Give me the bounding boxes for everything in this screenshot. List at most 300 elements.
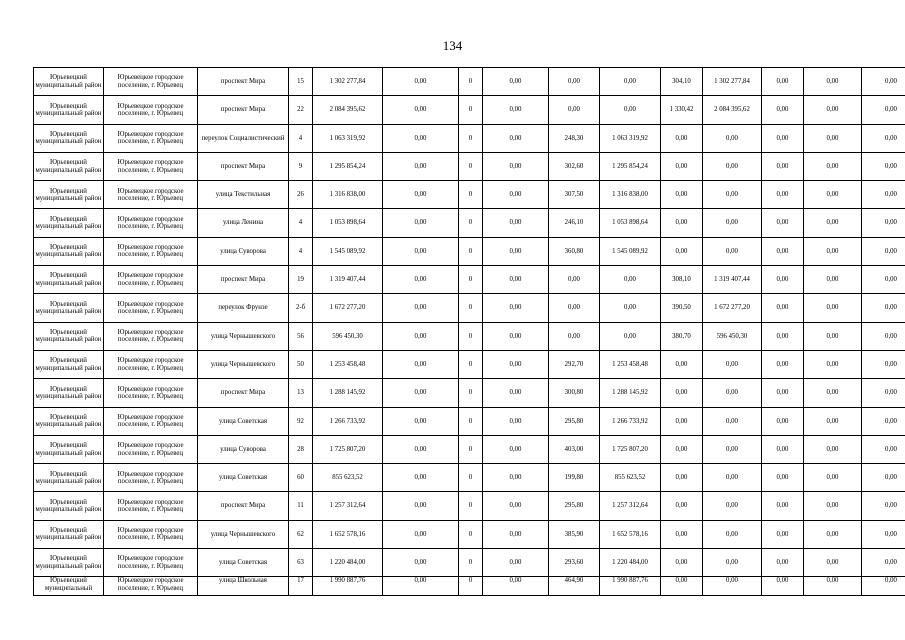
cell-cell-h: 0,00 — [483, 407, 549, 435]
cell-area-2: 0,00 — [661, 464, 703, 492]
cell-area-2: 0,00 — [661, 435, 703, 463]
cell-work-cost: 0,00 — [600, 266, 661, 294]
cell-settlement: Юрьевецкое городское поселение, г. Юрьевец — [104, 549, 198, 577]
cell-amount: 1 725 807,20 — [313, 435, 383, 463]
cell-amount: 1 063 319,92 — [313, 124, 383, 152]
cell-area-2: 304,10 — [661, 68, 703, 96]
cell-area: 385,90 — [549, 520, 600, 548]
cell-cell-o: 0,00 — [862, 209, 905, 237]
cell-settlement: Юрьевецкое городское поселение, г. Юрьевец — [104, 294, 198, 322]
cell-area-2: 0,00 — [661, 181, 703, 209]
cell-house-number: 4 — [289, 209, 313, 237]
cell-settlement: Юрьевецкое городское поселение, г. Юрьевец — [104, 124, 198, 152]
table-row — [34, 407, 905, 435]
cell-area: 0,00 — [549, 96, 600, 124]
cell-cell-g: 0 — [459, 549, 483, 577]
cell-area: 246,10 — [549, 209, 600, 237]
cell-cell-h: 0,00 — [483, 549, 549, 577]
cell-street: улица Советская — [198, 464, 289, 492]
cell-amount: 1 220 484,00 — [313, 549, 383, 577]
cell-cell-n: 0,00 — [804, 294, 862, 322]
cell-cell-m: 0,00 — [762, 68, 804, 96]
cell-area-2: 0,00 — [661, 577, 703, 596]
cell-area: 403,00 — [549, 435, 600, 463]
cell-cell-f: 0,00 — [383, 209, 459, 237]
cell-cell-f: 0,00 — [383, 492, 459, 520]
cell-settlement: Юрьевецкое городское поселение, г. Юрьевец — [104, 68, 198, 96]
cell-street: улица Чернышевского — [198, 520, 289, 548]
cell-house-number: 15 — [289, 68, 313, 96]
table-row — [34, 237, 905, 265]
table-row — [34, 379, 905, 407]
cell-cell-m: 0,00 — [762, 435, 804, 463]
cell-amount: 1 319 407,44 — [313, 266, 383, 294]
cell-cell-o: 0,00 — [862, 549, 905, 577]
cell-cell-g: 0 — [459, 379, 483, 407]
cell-area-2: 0,00 — [661, 520, 703, 548]
cell-cell-n: 0,00 — [804, 549, 862, 577]
cell-cell-f: 0,00 — [383, 322, 459, 350]
table-row — [34, 209, 905, 237]
cell-work-cost-2: 0,00 — [703, 181, 762, 209]
cell-cell-h: 0,00 — [483, 96, 549, 124]
cell-work-cost: 1 063 319,92 — [600, 124, 661, 152]
table-row — [34, 152, 905, 180]
cell-area: 0,00 — [549, 294, 600, 322]
cell-cell-n: 0,00 — [804, 464, 862, 492]
cell-work-cost: 0,00 — [600, 68, 661, 96]
cell-street: проспект Мира — [198, 96, 289, 124]
table-row — [34, 549, 905, 577]
cell-area: 360,80 — [549, 237, 600, 265]
cell-district: Юрьевецкий муниципальный район — [34, 520, 104, 548]
cell-area-2: 0,00 — [661, 124, 703, 152]
cell-cell-m: 0,00 — [762, 152, 804, 180]
cell-settlement: Юрьевецкое городское поселение, г. Юрьевец — [104, 322, 198, 350]
cell-street: улица Советская — [198, 549, 289, 577]
cell-street: проспект Мира — [198, 492, 289, 520]
cell-house-number: 26 — [289, 181, 313, 209]
cell-cell-m: 0,00 — [762, 181, 804, 209]
cell-cell-g: 0 — [459, 435, 483, 463]
cell-settlement: Юрьевецкое городское поселение, г. Юрьевец — [104, 350, 198, 378]
cell-cell-f: 0,00 — [383, 96, 459, 124]
cell-district: Юрьевецкий муниципальный район — [34, 237, 104, 265]
cell-settlement: Юрьевецкое городское поселение, г. Юрьевец — [104, 181, 198, 209]
cell-area: 0,00 — [549, 322, 600, 350]
cell-area: 295,80 — [549, 492, 600, 520]
table-row — [34, 322, 905, 350]
cell-cell-f: 0,00 — [383, 124, 459, 152]
cell-work-cost: 1 266 733,92 — [600, 407, 661, 435]
cell-area-2: 380,70 — [661, 322, 703, 350]
cell-amount: 1 295 854,24 — [313, 152, 383, 180]
cell-street: проспект Мира — [198, 68, 289, 96]
cell-cell-n: 0,00 — [804, 124, 862, 152]
cell-cell-m: 0,00 — [762, 407, 804, 435]
cell-cell-n: 0,00 — [804, 96, 862, 124]
cell-area-2: 308,10 — [661, 266, 703, 294]
cell-cell-g: 0 — [459, 152, 483, 180]
cell-area: 248,30 — [549, 124, 600, 152]
cell-cell-g: 0 — [459, 520, 483, 548]
cell-cell-n: 0,00 — [804, 209, 862, 237]
cell-cell-o: 0,00 — [862, 322, 905, 350]
cell-cell-o: 0,00 — [862, 407, 905, 435]
cell-cell-h: 0,00 — [483, 577, 549, 596]
cell-work-cost: 0,00 — [600, 96, 661, 124]
table-row — [34, 577, 905, 596]
cell-cell-h: 0,00 — [483, 464, 549, 492]
cell-work-cost-2: 0,00 — [703, 209, 762, 237]
cell-cell-h: 0,00 — [483, 350, 549, 378]
cell-settlement: Юрьевецкое городское поселение, г. Юрьевец — [104, 152, 198, 180]
cell-amount: 1 253 458,48 — [313, 350, 383, 378]
cell-work-cost: 1 220 484,00 — [600, 549, 661, 577]
cell-cell-n: 0,00 — [804, 407, 862, 435]
cell-cell-m: 0,00 — [762, 577, 804, 596]
cell-work-cost-2: 0,00 — [703, 379, 762, 407]
cell-cell-g: 0 — [459, 181, 483, 209]
cell-cell-n: 0,00 — [804, 435, 862, 463]
cell-cell-m: 0,00 — [762, 520, 804, 548]
cell-cell-h: 0,00 — [483, 266, 549, 294]
cell-cell-m: 0,00 — [762, 322, 804, 350]
cell-street: улица Суворова — [198, 435, 289, 463]
cell-house-number: 19 — [289, 266, 313, 294]
cell-cell-h: 0,00 — [483, 435, 549, 463]
cell-cell-o: 0,00 — [862, 464, 905, 492]
cell-cell-g: 0 — [459, 237, 483, 265]
cell-district: Юрьевецкий муниципальный район — [34, 549, 104, 577]
cell-cell-o: 0,00 — [862, 379, 905, 407]
cell-street: переулок Фрунзе — [198, 294, 289, 322]
cell-amount: 1 288 145,92 — [313, 379, 383, 407]
cell-district: Юрьевецкий муниципальный район — [34, 407, 104, 435]
cell-cell-h: 0,00 — [483, 124, 549, 152]
cell-cell-m: 0,00 — [762, 209, 804, 237]
table-body — [34, 68, 905, 596]
cell-work-cost-2: 0,00 — [703, 237, 762, 265]
cell-cell-n: 0,00 — [804, 237, 862, 265]
cell-cell-o: 0,00 — [862, 237, 905, 265]
cell-house-number: 2-б — [289, 294, 313, 322]
cell-street: улица Советская — [198, 407, 289, 435]
cell-area-2: 0,00 — [661, 350, 703, 378]
cell-amount: 2 084 395,62 — [313, 96, 383, 124]
cell-cell-f: 0,00 — [383, 520, 459, 548]
cell-street: улица Чернышевского — [198, 322, 289, 350]
cell-cell-n: 0,00 — [804, 520, 862, 548]
cell-district: Юрьевецкий муниципальный район — [34, 322, 104, 350]
cell-cell-n: 0,00 — [804, 350, 862, 378]
table-row — [34, 492, 905, 520]
cell-cell-f: 0,00 — [383, 266, 459, 294]
cell-work-cost-2: 0,00 — [703, 577, 762, 596]
table-row — [34, 464, 905, 492]
cell-cell-o: 0,00 — [862, 350, 905, 378]
cell-house-number: 11 — [289, 492, 313, 520]
cell-cell-f: 0,00 — [383, 181, 459, 209]
cell-district: Юрьевецкий муниципальный район — [34, 124, 104, 152]
cell-street: улица Суворова — [198, 237, 289, 265]
table-row — [34, 350, 905, 378]
cell-cell-m: 0,00 — [762, 464, 804, 492]
cell-cell-f: 0,00 — [383, 68, 459, 96]
cell-district: Юрьевецкий муниципальный район — [34, 68, 104, 96]
cell-cell-o: 0,00 — [862, 435, 905, 463]
cell-cell-m: 0,00 — [762, 96, 804, 124]
cell-area-2: 0,00 — [661, 152, 703, 180]
cell-area-2: 390,50 — [661, 294, 703, 322]
cell-area: 0,00 — [549, 68, 600, 96]
cell-cell-n: 0,00 — [804, 266, 862, 294]
cell-cell-h: 0,00 — [483, 492, 549, 520]
cell-work-cost: 1 652 578,16 — [600, 520, 661, 548]
table-row — [34, 435, 905, 463]
cell-cell-f: 0,00 — [383, 577, 459, 596]
cell-cell-n: 0,00 — [804, 577, 862, 596]
cell-house-number: 13 — [289, 379, 313, 407]
cell-street: улица Ленина — [198, 209, 289, 237]
cell-cell-n: 0,00 — [804, 181, 862, 209]
cell-cell-o: 0,00 — [862, 266, 905, 294]
cell-street: переулок Социалистический — [198, 124, 289, 152]
cell-settlement: Юрьевецкое городское поселение, г. Юрьевец — [104, 435, 198, 463]
cell-amount: 1 302 277,84 — [313, 68, 383, 96]
cell-cell-h: 0,00 — [483, 520, 549, 548]
cell-district: Юрьевецкий муниципальный район — [34, 266, 104, 294]
cell-area-2: 0,00 — [661, 237, 703, 265]
cell-district: Юрьевецкий муниципальный район — [34, 350, 104, 378]
cell-cell-g: 0 — [459, 464, 483, 492]
cell-area: 302,60 — [549, 152, 600, 180]
cell-cell-g: 0 — [459, 350, 483, 378]
cell-street: проспект Мира — [198, 152, 289, 180]
cell-street: улица Текстильная — [198, 181, 289, 209]
cell-cell-m: 0,00 — [762, 294, 804, 322]
cell-cell-n: 0,00 — [804, 152, 862, 180]
table-row — [34, 266, 905, 294]
cell-house-number: 4 — [289, 124, 313, 152]
cell-house-number: 28 — [289, 435, 313, 463]
cell-cell-o: 0,00 — [862, 152, 905, 180]
cell-work-cost: 1 295 854,24 — [600, 152, 661, 180]
cell-house-number: 62 — [289, 520, 313, 548]
cell-area: 292,70 — [549, 350, 600, 378]
cell-cell-o: 0,00 — [862, 520, 905, 548]
cell-work-cost-2: 1 672 277,20 — [703, 294, 762, 322]
cell-house-number: 9 — [289, 152, 313, 180]
cell-cell-n: 0,00 — [804, 379, 862, 407]
cell-area: 293,60 — [549, 549, 600, 577]
cell-cell-g: 0 — [459, 266, 483, 294]
cell-work-cost: 1 316 838,00 — [600, 181, 661, 209]
cell-cell-m: 0,00 — [762, 492, 804, 520]
cell-cell-o: 0,00 — [862, 68, 905, 96]
cell-work-cost: 0,00 — [600, 294, 661, 322]
cell-cell-g: 0 — [459, 96, 483, 124]
cell-work-cost: 1 990 887,76 — [600, 577, 661, 596]
cell-district: Юрьевецкий муниципальный — [34, 577, 104, 596]
cell-cell-f: 0,00 — [383, 549, 459, 577]
table-row — [34, 68, 905, 96]
cell-settlement: Юрьевецкое городское поселение, г. Юрьевец — [104, 379, 198, 407]
cell-street: улица Школьная — [198, 577, 289, 596]
cell-house-number: 56 — [289, 322, 313, 350]
cell-cell-o: 0,00 — [862, 492, 905, 520]
cell-amount: 1 545 089,92 — [313, 237, 383, 265]
cell-work-cost-2: 0,00 — [703, 152, 762, 180]
cell-cell-o: 0,00 — [862, 577, 905, 596]
cell-cell-m: 0,00 — [762, 379, 804, 407]
cell-cell-h: 0,00 — [483, 322, 549, 350]
register-table — [33, 67, 905, 596]
cell-cell-f: 0,00 — [383, 407, 459, 435]
cell-work-cost: 1 253 458,48 — [600, 350, 661, 378]
cell-cell-f: 0,00 — [383, 350, 459, 378]
cell-cell-m: 0,00 — [762, 266, 804, 294]
cell-cell-f: 0,00 — [383, 294, 459, 322]
cell-work-cost: 1 288 145,92 — [600, 379, 661, 407]
cell-work-cost-2: 0,00 — [703, 435, 762, 463]
cell-work-cost: 1 257 312,64 — [600, 492, 661, 520]
cell-cell-m: 0,00 — [762, 124, 804, 152]
cell-cell-h: 0,00 — [483, 379, 549, 407]
cell-area: 464,90 — [549, 577, 600, 596]
cell-cell-h: 0,00 — [483, 68, 549, 96]
cell-cell-m: 0,00 — [762, 549, 804, 577]
cell-work-cost-2: 0,00 — [703, 492, 762, 520]
cell-work-cost: 1 725 807,20 — [600, 435, 661, 463]
cell-amount: 1 672 277,20 — [313, 294, 383, 322]
cell-house-number: 4 — [289, 237, 313, 265]
cell-house-number: 22 — [289, 96, 313, 124]
cell-work-cost-2: 0,00 — [703, 350, 762, 378]
cell-settlement: Юрьевецкое городское поселение, г. Юрьевец — [104, 577, 198, 596]
cell-amount: 1 053 898,64 — [313, 209, 383, 237]
cell-cell-h: 0,00 — [483, 294, 549, 322]
cell-area: 307,50 — [549, 181, 600, 209]
cell-cell-h: 0,00 — [483, 237, 549, 265]
cell-settlement: Юрьевецкое городское поселение, г. Юрьевец — [104, 237, 198, 265]
cell-cell-g: 0 — [459, 294, 483, 322]
cell-area: 295,80 — [549, 407, 600, 435]
cell-cell-g: 0 — [459, 322, 483, 350]
cell-cell-m: 0,00 — [762, 350, 804, 378]
cell-district: Юрьевецкий муниципальный район — [34, 379, 104, 407]
cell-cell-o: 0,00 — [862, 294, 905, 322]
cell-cell-o: 0,00 — [862, 181, 905, 209]
cell-cell-f: 0,00 — [383, 464, 459, 492]
cell-area: 300,80 — [549, 379, 600, 407]
cell-district: Юрьевецкий муниципальный район — [34, 152, 104, 180]
cell-district: Юрьевецкий муниципальный район — [34, 294, 104, 322]
cell-area-2: 0,00 — [661, 209, 703, 237]
cell-cell-o: 0,00 — [862, 124, 905, 152]
cell-amount: 1 316 838,00 — [313, 181, 383, 209]
cell-work-cost-2: 596 450,30 — [703, 322, 762, 350]
cell-house-number: 17 — [289, 577, 313, 596]
cell-amount: 1 257 312,64 — [313, 492, 383, 520]
cell-cell-f: 0,00 — [383, 435, 459, 463]
cell-amount: 855 623,52 — [313, 464, 383, 492]
cell-cell-g: 0 — [459, 492, 483, 520]
cell-settlement: Юрьевецкое городское поселение, г. Юрьевец — [104, 266, 198, 294]
cell-street: проспект Мира — [198, 266, 289, 294]
page-number: 134 — [442, 38, 463, 53]
cell-cell-h: 0,00 — [483, 209, 549, 237]
cell-amount: 596 450,30 — [313, 322, 383, 350]
table-row — [34, 96, 905, 124]
cell-work-cost-2: 0,00 — [703, 520, 762, 548]
cell-area: 0,00 — [549, 266, 600, 294]
cell-amount: 1 990 887,76 — [313, 577, 383, 596]
cell-cell-h: 0,00 — [483, 152, 549, 180]
cell-settlement: Юрьевецкое городское поселение, г. Юрьевец — [104, 96, 198, 124]
cell-district: Юрьевецкий муниципальный район — [34, 209, 104, 237]
cell-work-cost: 1 053 898,64 — [600, 209, 661, 237]
cell-house-number: 92 — [289, 407, 313, 435]
cell-settlement: Юрьевецкое городское поселение, г. Юрьевец — [104, 209, 198, 237]
cell-settlement: Юрьевецкое городское поселение, г. Юрьевец — [104, 520, 198, 548]
cell-area-2: 0,00 — [661, 379, 703, 407]
cell-district: Юрьевецкий муниципальный район — [34, 492, 104, 520]
cell-work-cost: 0,00 — [600, 322, 661, 350]
cell-cell-n: 0,00 — [804, 68, 862, 96]
cell-cell-g: 0 — [459, 68, 483, 96]
cell-settlement: Юрьевецкое городское поселение, г. Юрьевец — [104, 464, 198, 492]
cell-area-2: 0,00 — [661, 549, 703, 577]
cell-house-number: 63 — [289, 549, 313, 577]
cell-amount: 1 652 578,16 — [313, 520, 383, 548]
cell-cell-g: 0 — [459, 209, 483, 237]
cell-area-2: 0,00 — [661, 492, 703, 520]
cell-settlement: Юрьевецкое городское поселение, г. Юрьевец — [104, 492, 198, 520]
cell-work-cost-2: 1 319 407,44 — [703, 266, 762, 294]
cell-cell-f: 0,00 — [383, 379, 459, 407]
cell-work-cost-2: 0,00 — [703, 407, 762, 435]
cell-cell-n: 0,00 — [804, 322, 862, 350]
cell-work-cost-2: 1 302 277,84 — [703, 68, 762, 96]
cell-work-cost: 1 545 089,92 — [600, 237, 661, 265]
table-row — [34, 294, 905, 322]
cell-cell-g: 0 — [459, 124, 483, 152]
cell-work-cost-2: 2 084 395,62 — [703, 96, 762, 124]
cell-house-number: 60 — [289, 464, 313, 492]
cell-district: Юрьевецкий муниципальный район — [34, 435, 104, 463]
table-row — [34, 124, 905, 152]
cell-cell-f: 0,00 — [383, 237, 459, 265]
cell-cell-g: 0 — [459, 407, 483, 435]
table-row — [34, 520, 905, 548]
cell-cell-o: 0,00 — [862, 96, 905, 124]
cell-cell-g: 0 — [459, 577, 483, 596]
cell-work-cost-2: 0,00 — [703, 124, 762, 152]
table-row — [34, 181, 905, 209]
cell-amount: 1 266 733,92 — [313, 407, 383, 435]
cell-cell-f: 0,00 — [383, 152, 459, 180]
cell-cell-n: 0,00 — [804, 492, 862, 520]
cell-district: Юрьевецкий муниципальный район — [34, 96, 104, 124]
cell-area-2: 1 330,42 — [661, 96, 703, 124]
cell-cell-h: 0,00 — [483, 181, 549, 209]
cell-district: Юрьевецкий муниципальный район — [34, 464, 104, 492]
cell-settlement: Юрьевецкое городское поселение, г. Юрьевец — [104, 407, 198, 435]
cell-district: Юрьевецкий муниципальный район — [34, 181, 104, 209]
cell-work-cost: 855 623,52 — [600, 464, 661, 492]
cell-street: улица Чернышевского — [198, 350, 289, 378]
